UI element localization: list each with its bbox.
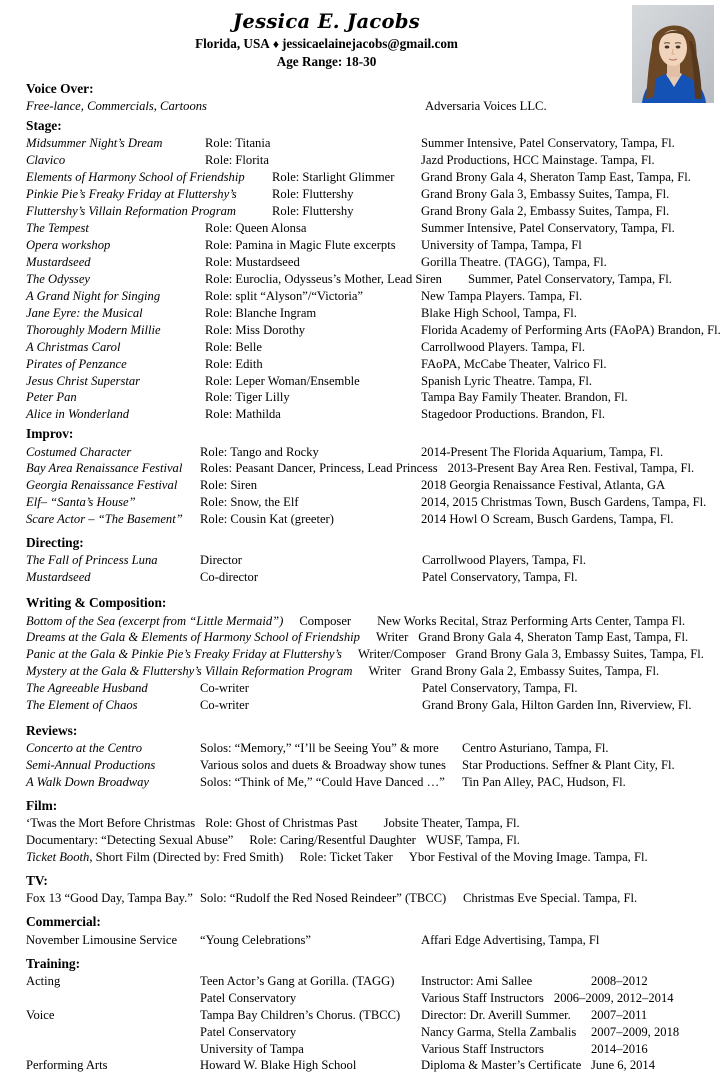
resume-row [26,932,715,949]
resume-row [26,849,715,866]
row-venue: WUSF, Tampa, Fl. [425,833,520,848]
resume-row [26,98,715,115]
section-directing [26,532,715,586]
row-role: Role: split “Alyson”/“Victoria” [205,288,364,303]
row-venue: Blake High School, Tampa, Fl. [421,305,577,320]
training-years: 2014–2016 [591,1041,648,1056]
row-role: Role: Florita [205,153,270,168]
row-venue: FAoPA, McCabe Theater, Valrico Fl. [421,356,607,371]
training-institution: Howard W. Blake High School [200,1058,357,1073]
row-role: Role: Siren [200,478,258,493]
section-heading: Improv: [26,426,74,442]
row-title: Elf– “Santa’s House” [26,495,136,510]
row-venue: 2014-Present The Florida Aquarium, Tampa, Fl. [421,444,664,459]
row-role: Writer/Composer [357,647,446,662]
row-title: Bay Area Renaissance Festival [26,461,183,476]
row-venue: Tampa Bay Family Theater. Brandon, Fl. [421,390,628,405]
row-venue: Patel Conservatory, Tampa, Fl. [422,570,578,585]
row-title-italic: Ticket Booth [26,850,90,865]
row-title: Fluttershy’s Villain Reformation Program [26,204,237,219]
row-role: Role: Euroclia, Odysseus’s Mother, Lead Siren [205,271,442,286]
row-title: Clavico [26,153,66,168]
resume-row [26,254,715,271]
resume-row [26,152,715,169]
training-years: June 6, 2014 [591,1058,656,1073]
training-instructor: Nancy Garma, Stella Zambalis [421,1024,577,1039]
row-role: Role: Tiger Lilly [205,390,290,405]
section-heading: Voice Over: [26,81,94,96]
row-title: The Element of Chaos [26,698,138,713]
row-venue: 2018 Georgia Renaissance Festival, Atlanta, GA [421,478,666,493]
resume-row [26,389,715,406]
resume-row [26,511,715,528]
section-heading: Commercial: [26,914,101,930]
row-venue: Summer, Patel Conservatory, Tampa, Fl. [467,271,672,286]
age-range-text: Age Range: 18-30 [276,54,377,70]
row-title: Jane Eyre: the Musical [26,305,143,320]
training-instructor: Diploma & Master’s Certificate [421,1058,582,1073]
training-years: 2006–2009, 2012–2014 [553,990,674,1005]
row-title: Panic at the Gala & Pinkie Pie’s Freaky Friday at Fluttershy’s [26,647,342,662]
row-venue: Gorilla Theatre. (TAGG), Tampa, Fl. [421,254,607,269]
row-role: Role: Ghost of Christmas Past [205,816,358,831]
resume-row [26,356,715,373]
row-role: Role: Blanche Ingram [205,305,317,320]
row-venue: Patel Conservatory, Tampa, Fl. [422,681,578,696]
row-role: Role: Queen Alonsa [205,221,307,236]
row-title: Scare Actor – “The Basement” [26,512,183,527]
resume-row [26,339,715,356]
training-instructor: Various Staff Instructors [421,990,544,1005]
resume-row [26,613,715,630]
row-role: Writer [375,630,409,645]
row-venue: New Works Recital, Straz Performing Arts Center, Tampa Fl. [377,613,686,628]
resume-row [26,186,715,203]
row-title: Dreams at the Gala & Elements of Harmony School of Friendship [26,630,360,645]
training-institution: Patel Conservatory [200,1024,297,1039]
row-role: Role: Mathilda [205,407,281,422]
section-improv [26,423,715,528]
row-title: Costumed Character [26,444,132,459]
row-title: Bottom of the Sea (excerpt from “Little Mermaid”) [26,613,284,628]
resume-row [26,271,715,288]
row-role: Co-writer [200,681,249,696]
row-title: The Fall of Princess Luna [26,553,158,568]
row-venue: Jobsite Theater, Tampa, Fl. [383,816,520,831]
row-title: ‘Twas the Mort Before Christmas [26,816,196,831]
section-reviews [26,720,715,791]
training-years: 2007–2011 [591,1007,648,1022]
row-venue: Carrollwood Players. Tampa, Fl. [421,339,585,354]
row-title: Opera workshop [26,238,111,252]
row-venue: 2013-Present Bay Area Ren. Festival, Tampa, Fl. [447,461,695,476]
row-detail: Solos: “Think of Me,” “Could Have Danced …” [200,775,445,790]
row-title: Thoroughly Modern Millie [26,322,161,337]
resume-row [26,832,715,849]
section-heading: Film: [26,798,58,814]
row-detail: Solo: “Rudolf the Red Nosed Reindeer” (TBCC) [200,891,447,906]
resume-row [26,569,715,586]
row-venue: Star Productions. Seffner & Plant City, Fl. [462,758,675,773]
section-heading: Writing & Composition: [26,595,167,611]
row-title: Midsummer Night’s Dream [26,136,163,151]
row-venue: Affari Edge Advertising, Tampa, Fl [421,932,600,947]
row-role: Role: Fluttershy [272,204,354,219]
row-venue: Adversaria Voices LLC. [425,99,547,114]
row-venue: 2014, 2015 Christmas Town, Busch Gardens, Tampa, Fl. [421,495,707,510]
section-tv [26,870,715,907]
row-venue: Grand Brony Gala 2, Embassy Suites, Tampa, Fl. [421,204,670,219]
row-title: Georgia Renaissance Festival [26,478,178,493]
training-institution: Tampa Bay Children’s Chorus. (TBCC) [200,1007,401,1022]
row-title: Alice in Wonderland [26,407,130,422]
training-discipline [26,1041,200,1058]
resume-row [26,477,715,494]
headshot-photo [632,5,714,103]
resume-row [26,646,715,663]
resume-row [26,494,715,511]
section-heading: TV: [26,873,48,889]
row-venue: Summer Intensive, Patel Conservatory, Tampa, Fl. [421,221,675,236]
row-role: Role: Edith [205,356,263,371]
row-role: Role: Cousin Kat (greeter) [200,512,334,527]
section-heading: Stage: [26,118,62,134]
training-instructor: Director: Dr. Averill Summer. [421,1007,571,1022]
row-title: Elements of Harmony School of Friendship [26,170,245,185]
row-title: Documentary: “Detecting Sexual Abuse” [26,833,234,848]
training-institution: University of Tampa [200,1041,304,1056]
row-detail: “Young Celebrations” [200,932,312,947]
resume-row [26,815,715,832]
row-detail: Solos: “Memory,” “I’ll be Seeing You” & more [200,741,439,756]
row-role: Role: Caring/Resentful Daughter [249,833,416,848]
row-role: Role: Ticket Taker [299,850,393,865]
row-title: Peter Pan [26,390,77,405]
row-venue: Grand Brony Gala, Hilton Garden Inn, Riverview, Fl. [422,698,692,713]
row-role: Role: Pamina in Magic Flute excerpts [205,238,396,252]
row-venue: Ybor Festival of the Moving Image. Tampa, Fl. [408,850,648,865]
training-row [26,1041,715,1058]
row-venue: Grand Brony Gala 4, Sheraton Tamp East, Tampa, Fl. [418,630,689,645]
row-title: Pirates of Penzance [26,356,127,371]
row-role: Role: Leper Woman/Ensemble [205,373,360,388]
row-title: Fox 13 “Good Day, Tampa Bay.” [26,891,193,906]
training-row [26,1024,715,1041]
row-title: A Grand Night for Singing [26,288,161,303]
row-title: Mustardseed [26,254,91,269]
resume-row [26,629,715,646]
row-venue: Tin Pan Alley, PAC, Hudson, Fl. [462,775,626,790]
training-row [26,990,715,1007]
section-voice-over [26,78,715,115]
resume-row [26,757,715,774]
row-role: Role: Titania [205,136,271,151]
row-role: Co-director [200,570,259,585]
resume-body [0,78,723,1074]
row-role: Role: Fluttershy [272,187,354,202]
training-years: 2008–2012 [591,973,648,988]
row-venue: Stagedoor Productions. Brandon, Fl. [421,407,605,422]
row-title: The Tempest [26,221,89,236]
row-venue: Grand Brony Gala 2, Embassy Suites, Tampa, Fl. [410,664,660,679]
row-venue: Christmas Eve Special. Tampa, Fl. [463,891,638,906]
row-role: Writer [368,664,401,679]
location-text: Florida, USA [195,36,270,52]
training-institution: Teen Actor’s Gang at Gorilla. (TAGG) [200,973,395,988]
resume-row [26,288,715,305]
row-title: The Agreeable Husband [26,681,148,696]
section-writing-composition [26,592,715,714]
row-title: A Walk Down Broadway [26,775,150,790]
resume-row [26,135,715,152]
training-instructor: Various Staff Instructors [421,1041,544,1056]
row-detail: Various solos and duets & Broadway show tunes [200,758,446,773]
training-row [26,1057,715,1074]
training-discipline [26,990,200,1007]
row-venue: Summer Intensive, Patel Conservatory, Tampa, Fl. [421,136,675,151]
resume-row [26,680,715,697]
resume-row [26,322,721,339]
row-title: A Christmas Carol [26,339,121,354]
section-heading: Directing: [26,535,84,551]
row-role: Role: Snow, the Elf [200,495,299,510]
row-role: Composer [299,613,352,628]
row-title: Concerto at the Centro [26,741,143,756]
row-role: Co-writer [200,698,249,713]
row-venue: Jazd Productions, HCC Mainstage. Tampa, Fl. [421,153,655,168]
row-role: Role: Tango and Rocky [200,444,319,459]
resume-row [26,220,715,237]
row-role: Role: Mustardseed [205,254,300,269]
training-discipline: Acting [26,973,61,988]
row-title: Pinkie Pie’s Freaky Friday at Fluttershy’s [26,187,237,202]
row-title: Jesus Christ Superstar [26,373,141,388]
row-role: Role: Belle [205,339,263,354]
resume-header [0,0,723,78]
training-institution: Patel Conservatory [200,990,297,1005]
resume-row [26,774,715,791]
resume-row [26,740,715,757]
row-venue: Grand Brony Gala 4, Sheraton Tamp East, Tampa, Fl. [421,170,691,185]
row-venue: Carrollwood Players, Tampa, Fl. [422,553,586,568]
resume-row [26,169,715,186]
row-venue: 2014 Howl O Scream, Busch Gardens, Tampa, Fl. [421,512,674,527]
resume-row [26,237,715,254]
resume-row [26,203,715,220]
row-role: Role: Starlight Glimmer [272,170,395,185]
training-discipline: Performing Arts [26,1058,108,1073]
row-role: Roles: Peasant Dancer, Princess, Lead Princess [200,461,438,476]
resume-row [26,697,715,714]
resume-row [26,460,715,477]
resume-row [26,444,715,461]
row-title: Free-lance, Commercials, Cartoons [26,99,207,114]
row-title: November Limousine Service [26,932,178,947]
row-venue: Grand Brony Gala 3, Embassy Suites, Tampa, Fl. [421,187,670,202]
resume-row [26,663,715,680]
section-training [26,953,715,1074]
email-text: jessicaelainejacobs@gmail.com [281,36,458,52]
section-stage [26,115,721,423]
section-film [26,795,715,866]
training-instructor: Instructor: Ami Sallee [421,973,533,988]
row-venue: Spanish Lyric Theatre. Tampa, Fl. [421,373,593,388]
row-title: The Odyssey [26,271,91,286]
contact-line [0,35,723,53]
training-discipline: Voice [26,1007,55,1022]
row-title: , Short Film (Directed by: Fred Smith) [89,850,284,865]
resume-row [26,890,715,907]
section-heading: Reviews: [26,723,78,739]
resume-row [26,373,715,390]
resume-row [26,305,715,322]
row-title: Semi-Annual Productions [26,758,156,773]
row-venue: University of Tampa, Tampa, Fl [421,238,582,252]
row-role: Director [200,553,242,568]
row-venue: New Tampa Players. Tampa, Fl. [421,288,583,303]
section-commercial [26,911,715,948]
resume-row [26,406,715,423]
training-years: 2007–2009, 2018 [591,1024,680,1039]
training-discipline [26,1024,200,1041]
training-row [26,1007,715,1024]
row-title: Mustardseed [26,570,91,585]
page-title: Jessica E. Jacobs [232,10,421,33]
row-title: Mystery at the Gala & Fluttershy’s Villain Reformation Program [26,664,353,679]
training-row [26,973,715,990]
row-venue: Grand Brony Gala 3, Embassy Suites, Tampa, Fl. [455,647,704,662]
row-venue: Florida Academy of Performing Arts (FAoPA) Brandon, Fl. [421,322,721,337]
row-role: Role: Miss Dorothy [205,322,306,337]
row-venue: Centro Asturiano, Tampa, Fl. [462,741,609,756]
section-heading: Training: [26,955,81,971]
diamond-separator-icon: ♦ [272,37,279,52]
resume-row [26,552,715,569]
